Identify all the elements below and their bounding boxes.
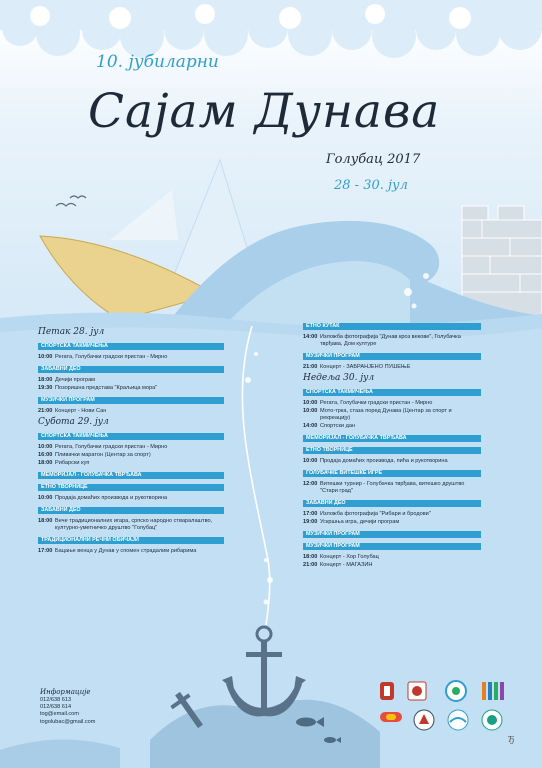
event-description: Мото-трка, стаза поред Дунава (Центар за спорт и рекреацију) [320, 408, 452, 421]
event-description: Витешки турнир - Голубачка тврђава, витешко друштво "Стари град" [320, 481, 465, 494]
municipality-logo-icon [408, 682, 426, 700]
event-time: 19:30 [38, 385, 53, 391]
schedule-row [303, 519, 481, 526]
schedule-row [303, 423, 481, 430]
coat-of-arms-icon [380, 682, 394, 700]
schedule-row [38, 548, 224, 555]
event-time: 19:00 [303, 519, 318, 525]
section-heading: ЕТНО ТВОРНИЦЕ [303, 447, 481, 454]
schedule-row [303, 562, 481, 569]
jubilee-label: 10. јубиларни [96, 52, 219, 72]
event-description: Вече традиционалних игара, српско народно стваралаштво, културно-уметничко друштво "Голубац" [55, 518, 213, 531]
schedule-row [303, 481, 481, 495]
contact-info [40, 688, 150, 726]
event-description: Ускршња игра, дечији програм [320, 519, 400, 525]
event-time: 17:00 [38, 548, 53, 554]
danube-logo-icon [448, 710, 468, 730]
section-heading: МЕМОРИЈАЛ - ГОЛУБАЧКА ТВРЂАВА [303, 435, 481, 442]
schedule-row [303, 511, 481, 518]
schedule-row [303, 554, 481, 561]
schedule-right-column [303, 318, 481, 570]
schedule-row [303, 334, 481, 348]
schedule-row [38, 518, 224, 532]
event-time: 18:00 [38, 377, 53, 383]
event-time: 21:00 [38, 408, 53, 414]
contact-title: Информације [40, 688, 91, 696]
event-description: Пливачки маратон (Центар за спорт) [55, 452, 151, 458]
event-description: Концерт - Хор Голубац [320, 554, 379, 560]
schedule-row [303, 458, 481, 465]
fortress-logo-icon [380, 712, 402, 722]
event-description: Изложба фотографија "Дунав кроз векове", Голубачка тврђава, Дом културе [320, 334, 461, 347]
event-time: 10:00 [303, 400, 318, 406]
event-description: Регата, Голубачки градски пристан - Мирно [320, 400, 433, 406]
section-heading: ЕТНО КУТАК [303, 323, 481, 330]
schedule-row [38, 452, 224, 459]
event-description: Спортски дан [320, 423, 356, 429]
section-heading: ЗАБАВНИ ДЕО [38, 507, 224, 514]
schedule-row [303, 408, 481, 422]
ministry-logo-icon [414, 710, 434, 730]
culture-logo-icon [482, 682, 504, 700]
artist-signature-icon: Ђ [508, 735, 515, 744]
event-description: Рибарски куп [55, 460, 90, 466]
event-description: Изложба фотографија "Рибари и бродови" [320, 511, 431, 517]
section-heading: ЗАБАВНИ ДЕО [38, 366, 224, 373]
schedule-row [303, 400, 481, 407]
section-heading: МУЗИЧКИ ПРОГРАМ [303, 531, 481, 538]
event-description: Концерт - МАГАЗИН [320, 562, 373, 568]
event-description: Дечији програм [55, 377, 96, 383]
event-time: 21:00 [303, 562, 318, 568]
event-time: 18:00 [38, 460, 53, 466]
contact-line: 012/638 613 [40, 697, 72, 703]
event-time: 17:00 [303, 511, 318, 517]
schedule-row [38, 408, 224, 415]
place-year: Голубац 2017 [326, 152, 421, 167]
schedule-row [38, 460, 224, 467]
section-heading: ТРАДИЦИОНАЛНИ РЕЧНИ ОБИЧАЈИ [38, 537, 224, 544]
section-heading: ЗАБАВНИ ДЕО [303, 500, 481, 507]
event-time: 18:00 [38, 518, 53, 524]
section-heading: СПОРТСКА ТАКМИЧЕЊА [38, 433, 224, 440]
event-title: Сајам Дунава [88, 84, 441, 139]
day-heading: Петак 28. јул [38, 327, 105, 337]
schedule-row [38, 377, 224, 384]
section-heading: ЕТНО ТВОРНИЦЕ [38, 484, 224, 491]
event-description: Концерт - Нови Сан [55, 408, 107, 414]
section-heading: МУЗИЧКИ ПРОГРАМ [303, 543, 481, 550]
schedule-row [38, 354, 224, 361]
section-heading: ГОЛУБАЧКЕ ВИТЕШКЕ ИГРЕ [303, 470, 481, 477]
event-time: 10:00 [38, 354, 53, 360]
seagull-icon [56, 196, 86, 206]
event-time: 10:00 [303, 408, 318, 414]
event-time: 10:00 [38, 495, 53, 501]
section-heading: МУЗИЧКИ ПРОГРАМ [38, 397, 224, 404]
event-description: Продаја домаћих производа и рукотворина [55, 495, 168, 501]
contact-line: togolubac@gmail.com [40, 718, 96, 725]
event-dates: 28 - 30. јул [334, 178, 408, 193]
contact-line: 012/638 614 [40, 704, 72, 711]
event-description: Продаја домаћих производа, пића и рукотворина [320, 458, 448, 464]
schedule-row [38, 444, 224, 451]
event-time: 16:00 [38, 452, 53, 458]
schedule-row [38, 385, 224, 392]
event-description: Позоришна представа "Краљица мора" [55, 385, 158, 391]
event-time: 14:00 [303, 423, 318, 429]
schedule-row [38, 495, 224, 502]
section-heading: МЕМОРИЈАЛ - ГОЛУБАЧКА ТВРЂАВА [38, 472, 224, 479]
region-logo-icon [482, 710, 502, 730]
day-heading: Субота 29. јул [38, 417, 109, 427]
section-heading: СПОРТСКА ТАКМИЧЕЊА [303, 389, 481, 396]
tourism-logo-icon [446, 681, 466, 701]
event-description: Бацање венца у Дунав у спомен страдалим рибарима [55, 548, 197, 554]
schedule-row [303, 364, 481, 371]
day-heading: Недеља 30. јул [303, 373, 375, 383]
event-time: 18:00 [303, 554, 318, 560]
event-description: Регата, Голубачки градски пристан - Мирно [55, 354, 168, 360]
event-description: Концерт - ЗАБРАНЈЕНО ПУШЕЊЕ [320, 364, 411, 370]
event-time: 14:00 [303, 334, 318, 340]
event-time: 10:00 [303, 458, 318, 464]
event-time: 10:00 [38, 444, 53, 450]
schedule-left-column [38, 325, 224, 556]
event-time: 12:00 [303, 481, 318, 487]
event-time: 21:00 [303, 364, 318, 370]
section-heading: МУЗИЧКИ ПРОГРАМ [303, 353, 481, 360]
event-description: Регата, Голубачки градски пристан - Мирно [55, 444, 168, 450]
contact-line: tog@email.com [40, 711, 79, 718]
sponsor-logos [378, 680, 518, 740]
section-heading: СПОРТСКА ТАКМИЧЕЊА [38, 343, 224, 350]
